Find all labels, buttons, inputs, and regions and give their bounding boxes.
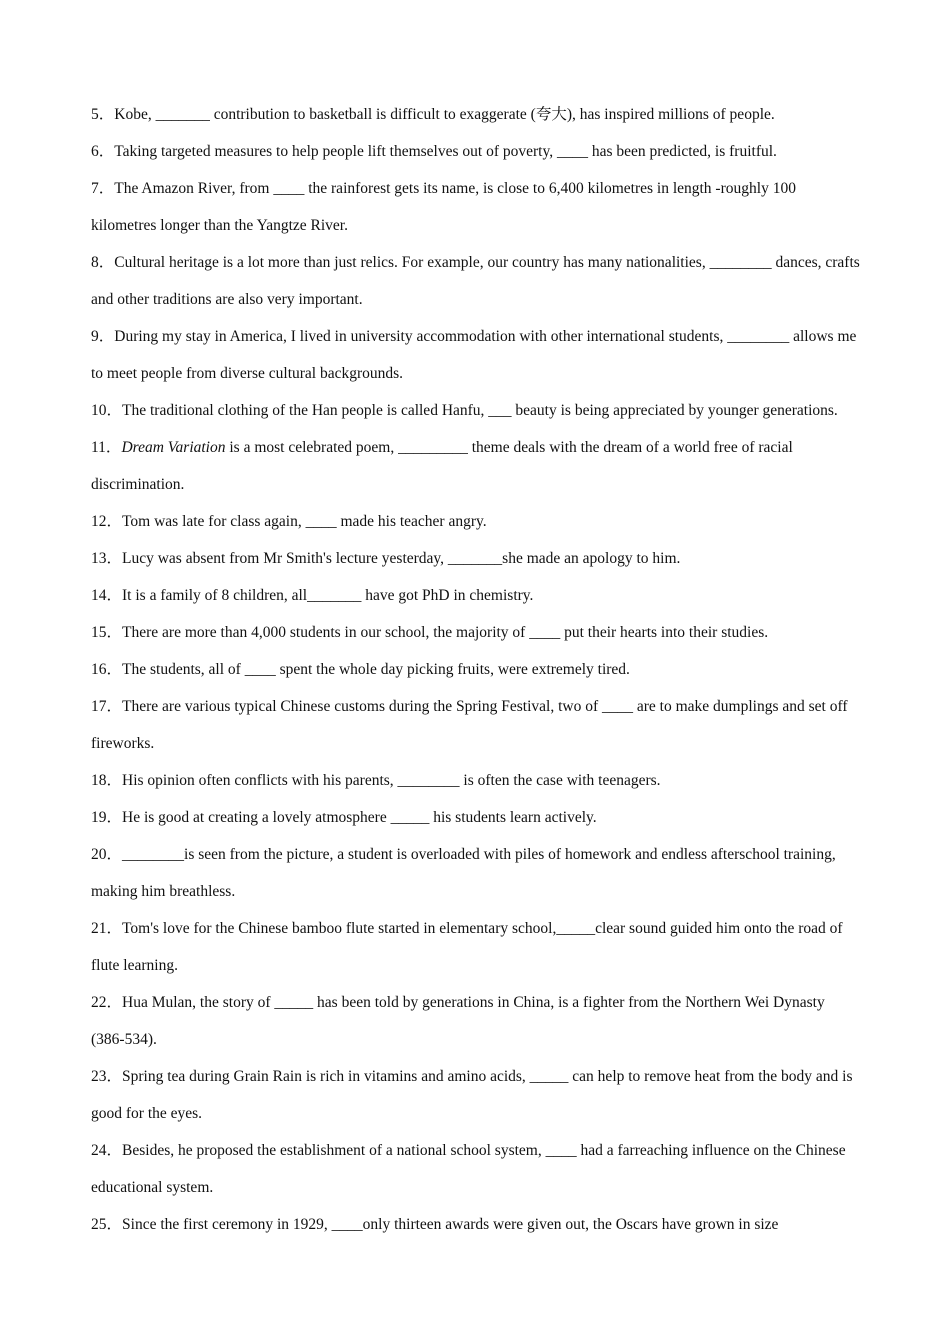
question-number: 13． (91, 550, 123, 567)
question-text: Hua Mulan, the story of _____ has been told by generations in China, is a fighter from the Northern Wei Dynasty (386-534). (91, 994, 825, 1048)
question-number: 7． (91, 180, 115, 197)
question-number: 6． (91, 143, 115, 160)
question-text: It is a family of 8 children, all_______ have got PhD in chemistry. (122, 587, 534, 604)
question-text: Spring tea during Grain Rain is rich in vitamins and amino acids, _____ can help to remove heat from the body and is good for the eyes. (91, 1068, 853, 1122)
question-text: Kobe, _______ contribution to basketball is difficult to exaggerate (夸大), has inspired millions of people. (114, 106, 775, 123)
question-number: 12． (91, 513, 123, 530)
question-item (91, 96, 861, 133)
question-item (91, 244, 861, 318)
question-text: There are various typical Chinese customs during the Spring Festival, two of ____ are to make dumplings and set off fireworks. (91, 698, 848, 752)
question-text: During my stay in America, I lived in university accommodation with other international students, ________ allows me to meet people from diverse cultural backgrounds. (91, 328, 857, 382)
question-number: 11． (91, 439, 122, 456)
question-number: 18． (91, 772, 123, 789)
question-item (91, 392, 861, 429)
question-number: 16． (91, 661, 123, 678)
question-number: 21． (91, 920, 123, 937)
question-item (91, 1206, 861, 1243)
question-text: He is good at creating a lovely atmosphere _____ his students learn actively. (122, 809, 597, 826)
question-text: The traditional clothing of the Han people is called Hanfu, ___ beauty is being appreciated by younger generations. (122, 402, 838, 419)
question-number: 20． (91, 846, 123, 863)
question-item (91, 984, 861, 1058)
poem-title: Dream Variation (121, 439, 226, 456)
question-number: 5． (91, 106, 115, 123)
question-item (91, 762, 861, 799)
question-number: 23． (91, 1068, 123, 1085)
question-item (91, 614, 861, 651)
question-item (91, 133, 861, 170)
question-text: Tom was late for class again, ____ made his teacher angry. (122, 513, 487, 530)
question-item (91, 1058, 861, 1132)
question-item (91, 688, 861, 762)
question-item (91, 910, 861, 984)
question-text: Cultural heritage is a lot more than just relics. For example, our country has many nationalities, ________ dances, crafts and other traditions are also very important. (91, 254, 860, 308)
question-item (91, 836, 861, 910)
question-text: Taking targeted measures to help people lift themselves out of poverty, ____ has been predicted, is fruitful. (114, 143, 777, 160)
question-number: 22． (91, 994, 123, 1011)
question-text: His opinion often conflicts with his parents, ________ is often the case with teenagers. (122, 772, 661, 789)
question-item (91, 170, 861, 244)
question-number: 17． (91, 698, 123, 715)
question-item (91, 503, 861, 540)
question-number: 24． (91, 1142, 123, 1159)
question-number: 19． (91, 809, 123, 826)
question-list (91, 96, 861, 1243)
question-item (91, 540, 861, 577)
question-number: 15． (91, 624, 123, 641)
question-item (91, 1132, 861, 1206)
question-text: ________is seen from the picture, a student is overloaded with piles of homework and endless afterschool training, making him breathless. (91, 846, 836, 900)
question-text: Besides, he proposed the establishment of a national school system, ____ had a farreaching influence on the Chinese educational system. (91, 1142, 846, 1196)
question-item (91, 577, 861, 614)
question-text: There are more than 4,000 students in our school, the majority of ____ put their hearts into their studies. (122, 624, 769, 641)
question-text: Tom's love for the Chinese bamboo flute started in elementary school,_____clear sound guided him onto the road of flute learning. (91, 920, 843, 974)
question-number: 9． (91, 328, 115, 345)
question-number: 14． (91, 587, 123, 604)
question-text: Lucy was absent from Mr Smith's lecture yesterday, _______she made an apology to him. (122, 550, 681, 567)
question-text: The students, all of ____ spent the whole day picking fruits, were extremely tired. (122, 661, 630, 678)
question-item (91, 318, 861, 392)
question-text: is a most celebrated poem, _________ theme deals with the dream of a world free of racial discrimination. (91, 439, 793, 493)
question-item (91, 429, 861, 503)
question-item (91, 799, 861, 836)
question-item (91, 651, 861, 688)
question-number: 8． (91, 254, 115, 271)
question-text: Since the first ceremony in 1929, ____only thirteen awards were given out, the Oscars have grown in size (122, 1216, 779, 1233)
question-number: 25． (91, 1216, 123, 1233)
question-text: The Amazon River, from ____ the rainforest gets its name, is close to 6,400 kilometres in length -roughly 100 kilometres longer than the Yangtze River. (91, 180, 796, 234)
question-number: 10． (91, 402, 123, 419)
